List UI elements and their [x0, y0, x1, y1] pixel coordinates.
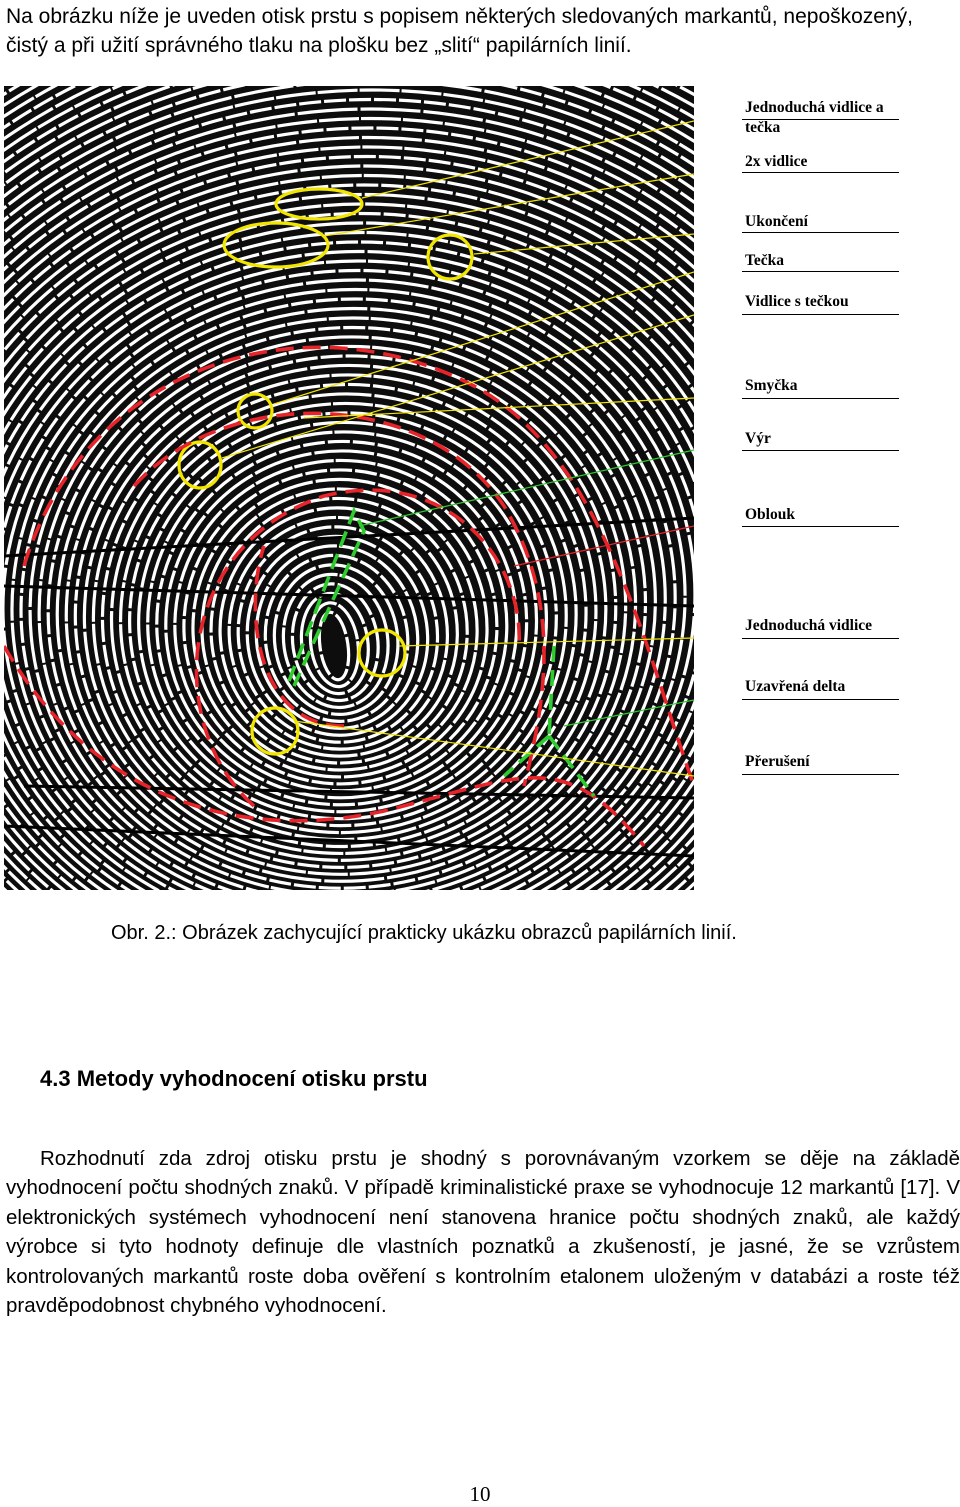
label-ending: Ukončení — [745, 213, 808, 230]
label-dot: Tečka — [745, 252, 785, 269]
label-underline — [742, 638, 899, 639]
section-paragraph — [6, 1144, 960, 1320]
label-fork-with-dot: Vidlice s tečkou — [745, 293, 849, 310]
label-interruption: Přerušení — [745, 753, 810, 770]
label-arch: Oblouk — [745, 506, 795, 523]
label-underline — [742, 699, 899, 700]
label-underline — [742, 314, 899, 315]
label-underline — [742, 172, 899, 173]
label-closed-delta: Uzavřená delta — [745, 678, 846, 695]
section-heading: 4.3 Metody vyhodnocení otisku prstu — [40, 1066, 428, 1091]
label-loop: Smyčka — [745, 377, 798, 394]
label-simple-fork-dot: Jednoduchá vidlice a tečka — [745, 99, 884, 136]
label-underline — [742, 774, 899, 775]
figure-caption: Obr. 2.: Obrázek zachycující prakticky ukázku obrazců papilárních linií. — [111, 922, 737, 944]
label-simple-fork: Jednoduchá vidlice — [745, 617, 873, 634]
label-whorl: Výr — [745, 430, 771, 447]
label-double-fork: 2x vidlice — [745, 153, 808, 170]
label-underline — [742, 450, 899, 451]
fingerprint-figure — [4, 86, 694, 890]
label-underline — [742, 271, 899, 272]
label-underline — [742, 398, 899, 399]
label-underline — [742, 232, 899, 233]
intro-paragraph: Na obrázku níže je uveden otisk prstu s popisem některých sledovaných markantů, nepoškozený, čistý a při užití správného tlaku na plošku bez „slití“ papilárních linií. — [6, 5, 913, 57]
section-paragraph-text: Rozhodnutí zda zdroj otisku prstu je shodný s porovnávaným vzorkem se děje na základě vyhodnocení počtu shodných znaků. V případě kriminalistické praxe se vyhodnocuje 12 markantů [17]. V elektronických systémech vyhodnocení není stanovena hranice počtu shodných znaků, ale každý výrobce si tyto hodnoty definuje dle vlastních poznatků a zkušeností, je jasné, že se vzrůstem kontrolovaných markantů roste doba ověření s kontrolním etalonem uloženým v databázi a roste též pravděpodobnost chybného vyhodnocení. — [6, 1147, 960, 1318]
page-number: 10 — [469, 1482, 491, 1506]
label-underline — [742, 526, 899, 527]
label-underline — [742, 119, 899, 120]
